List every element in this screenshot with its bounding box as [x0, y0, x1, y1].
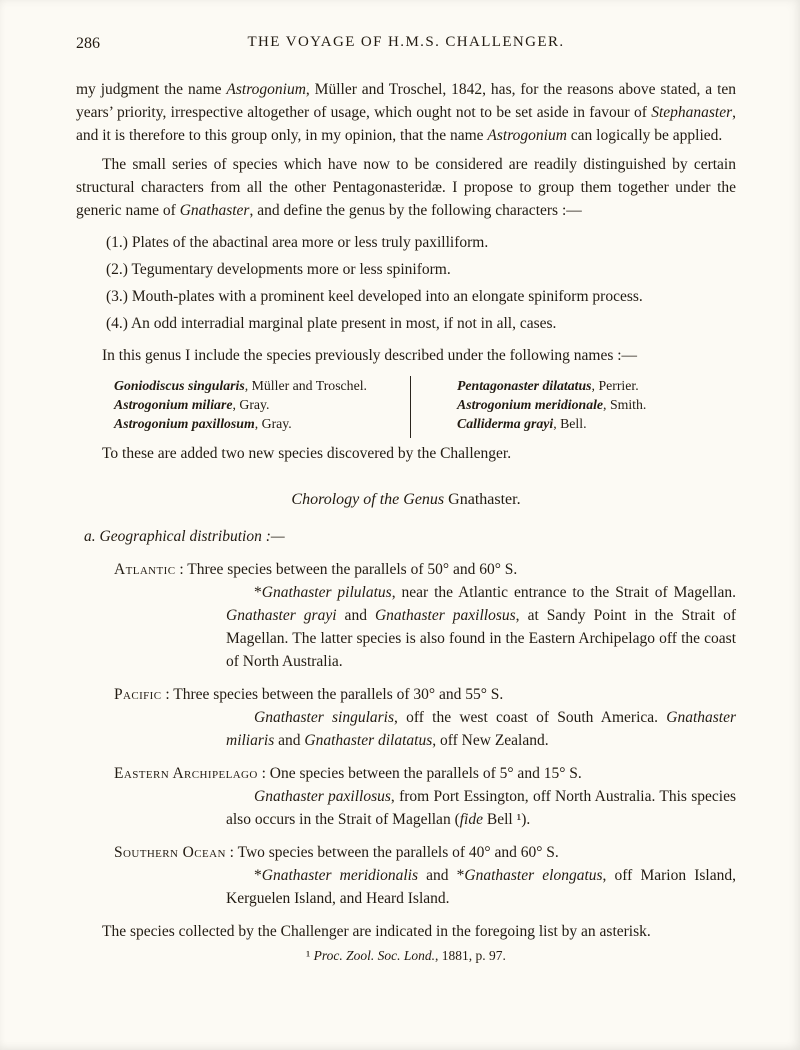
paragraph-judgment: my judgment the name Astrogonium, Müller and Troschel, 1842, has, for the reasons above stated, a ten years’ priority, irrespective altogether of usage, which ought not to be set aside in favour of Stephanaster, and it is therefore to this group only, in my opinion, that the name Astrogonium can logically be applied. — [76, 81, 737, 144]
region-detail: *Gnathaster meridionalis and *Gnathaster elongatus, off Marion Island, Kerguelen Island, and Heard Island. — [226, 867, 736, 907]
section-heading-chorology: Chorology of the Genus Gnathaster. — [291, 491, 521, 508]
paragraph-added: To these are added two new species discovered by the Challenger. — [102, 445, 512, 462]
region-headline: Atlantic : Three species between the parallels of 50° and 60° S. — [114, 561, 518, 578]
distribution-list — [76, 558, 736, 910]
page-number: 286 — [76, 35, 100, 52]
character-item-1: (1.) Plates of the abactinal area more or less truly paxilliform. — [106, 234, 489, 251]
synonym-column-left — [114, 376, 410, 433]
page-header — [76, 34, 736, 56]
synonym-entry: Pentagonaster dilatatus, Perrier. — [457, 378, 639, 393]
running-title: THE VOYAGE OF H.M.S. CHALLENGER. — [247, 34, 565, 50]
character-item-3: (3.) Mouth-plates with a prominent keel developed into an elongate spiniform process. — [106, 288, 643, 305]
character-item-4: (4.) An odd interradial marginal plate present in most, if not in all, cases. — [106, 315, 557, 332]
synonym-entry: Astrogonium paxillosum, Gray. — [114, 416, 292, 431]
paragraph-series: The small series of species which have now to be considered are readily distinguished by certain structural characters from all the other Pentagonasteridæ. I propose to group them together under the generic name of Gnathaster, and define the genus by the following characters :— — [76, 156, 736, 219]
synonym-entry: Goniodiscus singularis, Müller and Troschel. — [114, 378, 367, 393]
character-list — [106, 229, 736, 337]
region-detail: *Gnathaster pilulatus, near the Atlantic entrance to the Strait of Magellan. Gnathaster grayi and Gnathaster paxillosus, at Sandy Point in the Strait of Magellan. The latter species is also found in the Eastern Archipelago off the coast of North Australia. — [226, 584, 736, 670]
synonym-entry: Astrogonium meridionale, Smith. — [457, 397, 647, 412]
region-detail: Gnathaster singularis, off the west coast of South America. Gnathaster miliaris and Gnathaster dilatatus, off New Zealand. — [226, 709, 736, 749]
character-item-2: (2.) Tegumentary developments more or less spiniform. — [106, 261, 451, 278]
region-entry-eastern-archipelago — [76, 762, 736, 831]
synonym-entry: Astrogonium miliare, Gray. — [114, 397, 270, 412]
synonym-table — [114, 376, 736, 433]
paragraph-include: In this genus I include the species previously described under the following names :— — [102, 347, 638, 364]
footnote: ¹ Proc. Zool. Soc. Lond., 1881, p. 97. — [306, 948, 506, 963]
region-entry-pacific — [76, 683, 736, 752]
region-headline: Eastern Archipelago : One species between the parallels of 5° and 15° S. — [114, 765, 582, 782]
region-entry-southern-ocean — [76, 841, 736, 910]
region-headline: Southern Ocean : Two species between the parallels of 40° and 60° S. — [114, 844, 559, 861]
subsection-geographical-distribution: a. Geographical distribution :— — [84, 528, 285, 545]
synonym-entry: Calliderma grayi, Bell. — [457, 416, 587, 431]
region-detail: Gnathaster paxillosus, from Port Essington, off North Australia. This species also occurs in the Strait of Magellan (fide Bell ¹). — [226, 788, 736, 828]
paragraph-closing: The species collected by the Challenger are indicated in the foregoing list by an asterisk. — [102, 923, 651, 940]
region-headline: Pacific : Three species between the parallels of 30° and 55° S. — [114, 686, 504, 703]
region-entry-atlantic — [76, 558, 736, 673]
synonym-column-right — [411, 376, 646, 433]
